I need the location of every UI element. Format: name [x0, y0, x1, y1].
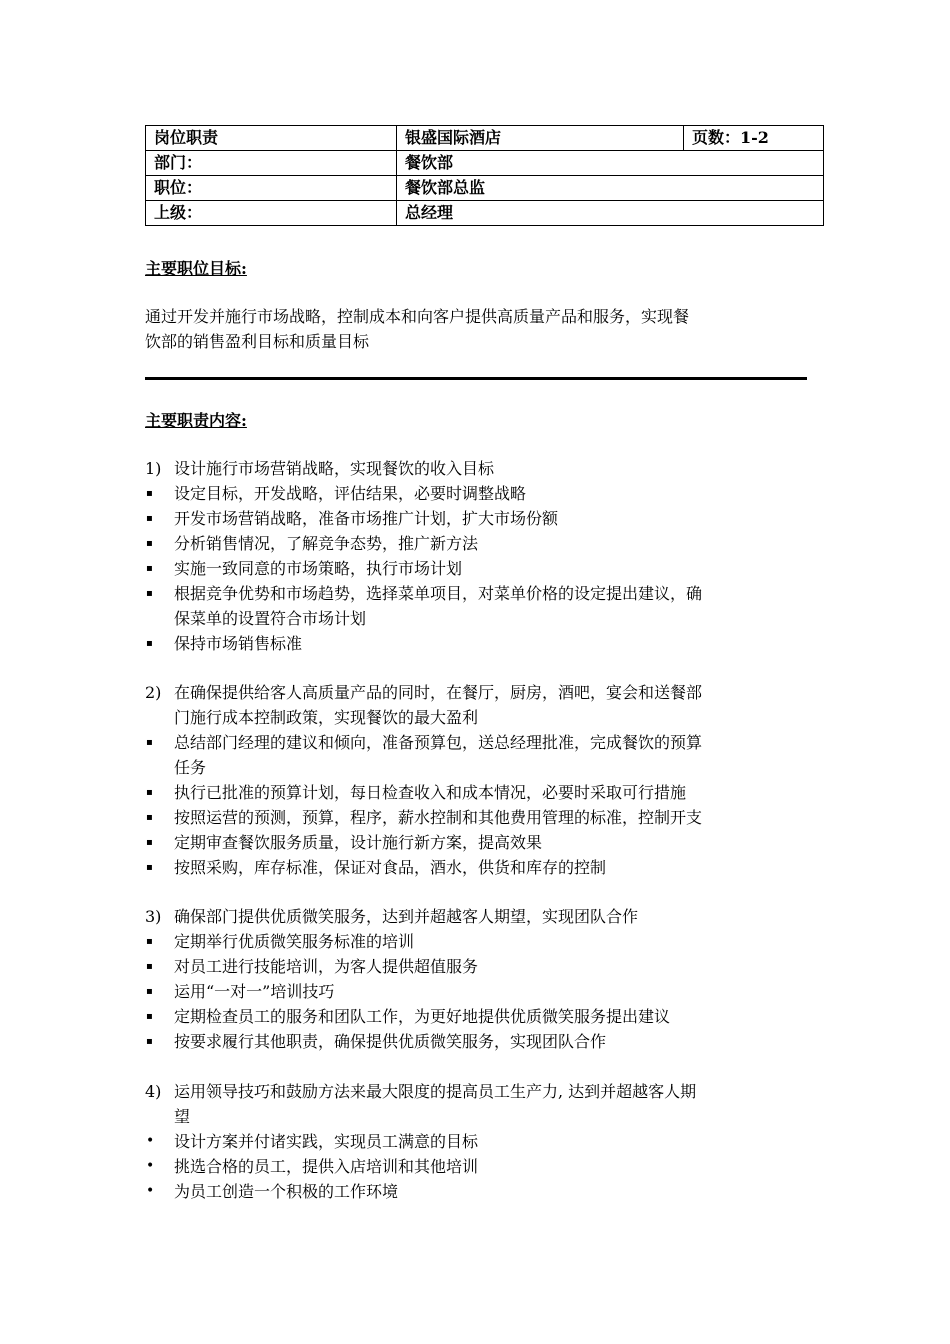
section-title-text: 运用领导技巧和鼓励方法来最大限度的提高员工生产力, 达到并超越客人期: [174, 1082, 697, 1101]
list-item: [145, 855, 815, 880]
list-item-text: 按照运营的预测，预算，程序，薪水控制和其他费用管理的标准，控制开支: [174, 808, 703, 827]
duty-section-3: [145, 904, 815, 1054]
square-bullet-icon: ▪: [146, 513, 153, 524]
round-bullet-icon: •: [146, 1133, 155, 1149]
list-item-text: 根据竞争优势和市场趋势，选择菜单项目，对菜单价格的设定提出建议，确: [174, 584, 703, 603]
list-item-text: 保菜单的设置符合市场计划: [174, 609, 367, 628]
list-item-text: 执行已批准的预算计划，每日检查收入和成本情况，必要时采取可行措施: [174, 783, 687, 802]
square-bullet-icon: ▪: [146, 986, 153, 997]
duties-heading: 主要职责内容:: [145, 411, 247, 430]
square-bullet-icon: ▪: [146, 638, 153, 649]
list-item-text: 总结部门经理的建议和倾向，准备预算包，送总经理批准，完成餐饮的预算: [174, 733, 703, 752]
list-item-text: 按照采购，库存标准，保证对食品，酒水，供货和库存的控制: [174, 858, 607, 877]
list-item: [145, 506, 815, 531]
section-number: 1): [145, 459, 162, 478]
section-title-text: 在确保提供给客人高质量产品的同时，在餐厅，厨房，酒吧，宴会和送餐部: [174, 683, 703, 702]
supervisor-label-cell: 上级：: [146, 201, 397, 226]
list-item: [145, 780, 815, 805]
list-item-text: 设计方案并付诸实践，实现员工满意的目标: [174, 1132, 479, 1151]
square-bullet-icon: ▪: [146, 1036, 153, 1047]
section-number: 4): [145, 1082, 162, 1101]
list-item: [145, 1154, 815, 1179]
list-item-text: 对员工进行技能培训，为客人提供超值服务: [174, 957, 479, 976]
round-bullet-icon: •: [146, 1158, 155, 1174]
list-item-text: 任务: [174, 758, 207, 777]
round-bullet-icon: •: [146, 1183, 155, 1199]
section-divider: [145, 377, 807, 380]
square-bullet-icon: ▪: [146, 787, 153, 798]
table-row: [146, 201, 824, 226]
list-item-text: 定期检查员工的服务和团队工作，为更好地提供优质微笑服务提出建议: [174, 1007, 671, 1026]
list-item: [145, 954, 815, 979]
position-value-cell: 餐饮部总监: [397, 176, 824, 201]
list-item-text: 实施一致同意的市场策略，执行市场计划: [174, 559, 463, 578]
hotel-name-cell: 银盛国际酒店: [397, 126, 684, 151]
section-title-text: 望: [174, 1107, 191, 1126]
square-bullet-icon: ▪: [146, 961, 153, 972]
square-bullet-icon: ▪: [146, 588, 153, 599]
list-item-text: 保持市场销售标准: [174, 634, 303, 653]
duty-section-2: [145, 680, 815, 880]
list-item-text: 定期审查餐饮服务质量，设计施行新方案，提高效果: [174, 833, 543, 852]
list-item: [145, 1004, 815, 1029]
section-number: 2): [145, 683, 162, 702]
list-item-text: 定期举行优质微笑服务标准的培训: [174, 932, 415, 951]
list-item-text: 挑选合格的员工，提供入店培训和其他培训: [174, 1157, 479, 1176]
section-title: [145, 680, 815, 730]
square-bullet-icon: ▪: [146, 488, 153, 499]
list-item: [145, 929, 815, 954]
square-bullet-icon: ▪: [146, 862, 153, 873]
list-item: [145, 979, 815, 1004]
duty-section-4: [145, 1079, 815, 1204]
square-bullet-icon: ▪: [146, 737, 153, 748]
list-item-text: 设定目标，开发战略，评估结果，必要时调整战略: [174, 484, 527, 503]
table-row: [146, 126, 824, 151]
table-row: [146, 176, 824, 201]
section-title-text: 确保部门提供优质微笑服务，达到并超越客人期望，实现团队合作: [174, 907, 639, 926]
objective-paragraph: [145, 304, 810, 354]
supervisor-value-cell: 总经理: [397, 201, 824, 226]
position-label-cell: 职位：: [146, 176, 397, 201]
square-bullet-icon: ▪: [146, 812, 153, 823]
objective-heading: 主要职位目标:: [145, 259, 247, 278]
department-value-cell: 餐饮部: [397, 151, 824, 176]
list-item: [145, 631, 815, 656]
section-title-text: 设计施行市场营销战略，实现餐饮的收入目标: [174, 459, 495, 478]
list-item-text: 按要求履行其他职责，确保提供优质微笑服务，实现团队合作: [174, 1032, 607, 1051]
square-bullet-icon: ▪: [146, 538, 153, 549]
list-item: [145, 531, 815, 556]
list-item-text: 运用“一对一”培训技巧: [174, 982, 335, 1001]
department-label-cell: 部门：: [146, 151, 397, 176]
list-item: [145, 805, 815, 830]
list-item: [145, 830, 815, 855]
square-bullet-icon: ▪: [146, 936, 153, 947]
list-item-text: 分析销售情况，了解竞争态势，推广新方法: [174, 534, 479, 553]
section-title: [145, 456, 815, 481]
section-title-text: 门施行成本控制政策，实现餐饮的最大盈利: [174, 708, 479, 727]
list-item-text: 开发市场营销战略，准备市场推广计划，扩大市场份额: [174, 509, 559, 528]
job-info-table: [145, 125, 824, 226]
page-count-cell: 页数：1-2: [684, 126, 824, 151]
square-bullet-icon: ▪: [146, 563, 153, 574]
table-row: [146, 151, 824, 176]
section-title: [145, 904, 815, 929]
list-item-text: 为员工创造一个积极的工作环境: [174, 1182, 399, 1201]
square-bullet-icon: ▪: [146, 837, 153, 848]
list-item: [145, 481, 815, 506]
doc-type-cell: 岗位职责: [146, 126, 397, 151]
list-item: [145, 556, 815, 581]
section-number: 3): [145, 907, 162, 926]
duty-section-1: [145, 456, 815, 656]
list-item: [145, 1179, 815, 1204]
section-title: [145, 1079, 815, 1129]
paragraph-line: 饮部的销售盈利目标和质量目标: [145, 332, 370, 351]
list-item: [145, 1029, 815, 1054]
list-item: [145, 730, 815, 780]
list-item: [145, 1129, 815, 1154]
paragraph-line: 通过开发并施行市场战略，控制成本和向客户提供高质量产品和服务，实现餐: [145, 307, 690, 326]
square-bullet-icon: ▪: [146, 1011, 153, 1022]
list-item: [145, 581, 815, 631]
